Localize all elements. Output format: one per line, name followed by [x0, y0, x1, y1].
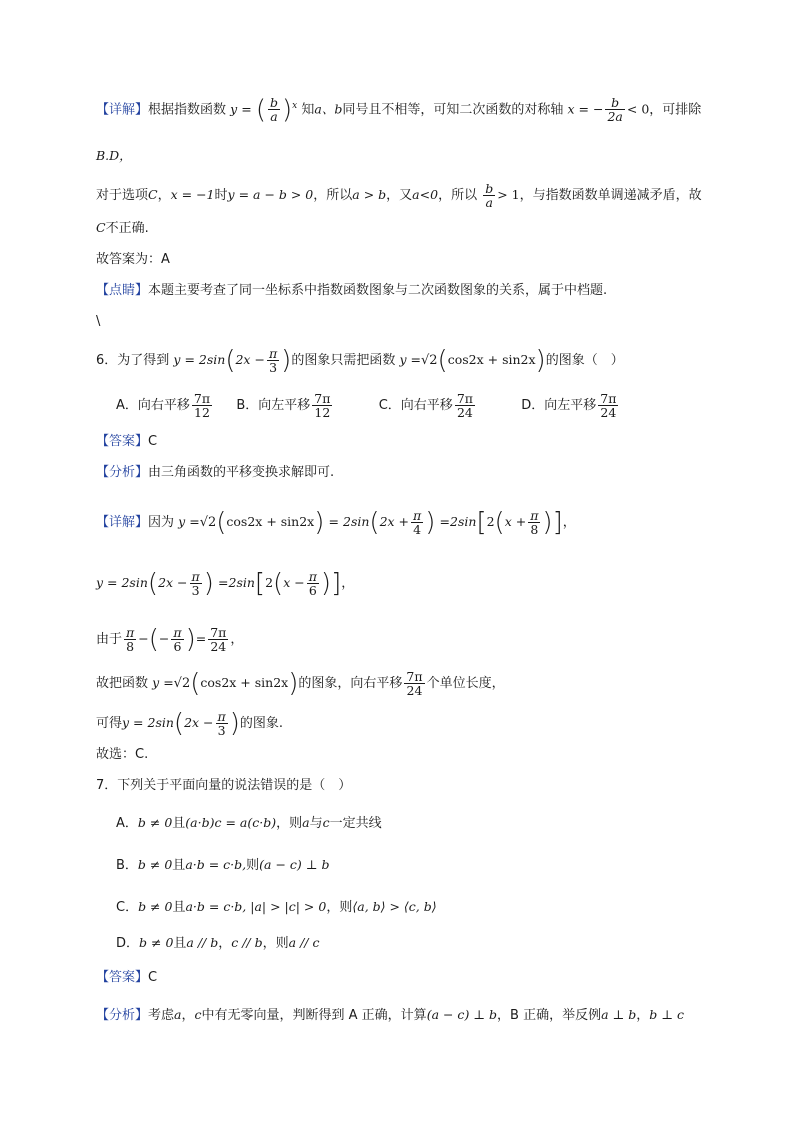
option-a[interactable]: A．向右平移 — [116, 398, 190, 413]
question-6-analysis: 【分析】由三角函数的平移变换求解即可. — [96, 465, 335, 480]
question-6-choose: 故选：C. — [96, 747, 149, 762]
detail-line-4: C不正确. — [96, 220, 149, 236]
question-6-options: A．向右平移 $\frac{7\pi}{12}$ B．向左平移 $\frac{7\pi}{12}$ C．向右平移 $\frac{7\pi}{24}$ D．向左平移 $\frac{7\pi}{24}$ — [116, 391, 617, 420]
question-6-detail-5: 可得y = 2sin(2x − $\frac{\pi}{3}$ )的图象. — [96, 708, 284, 739]
question-7-option-d[interactable]: D．b ≠ 0且a // b，c // b，则a // c — [116, 935, 320, 951]
detail-line-3: 对于选项C，x = −1时y = a − b > 0，所以a > b，又a<0，所以 $\frac{b}{a}$ > 1，与指数函数单调递减矛盾，故 — [96, 181, 702, 210]
option-c[interactable]: C．向右平移 — [378, 398, 453, 413]
question-6-detail-1: 【详解】因为 y =√2(cos2x + sin2x) = 2sin(2x + $\frac{\pi}{4}$ ) =2sin[2(x + $\frac{\pi}{8}$ )]， — [96, 507, 576, 538]
question-7-answer: 【答案】C — [96, 970, 158, 985]
detail-line-1: 【详解】根据指数函数 y = ( $\frac{b}{a}$ )$^x$ 知a、b同号且不相等，可知二次函数的对称轴 x = − $\frac{b}{2a}$ < 0，可排除 — [96, 94, 702, 125]
question-7-stem: 7．下列关于平面向量的说法错误的是（ ） — [96, 778, 352, 793]
question-7-option-b[interactable]: B．b ≠ 0且a·b = c·b,则(a − c) ⊥ b — [116, 857, 330, 873]
question-6-detail-2: y = 2sin(2x − $\frac{\pi}{3}$ ) =2sin[2(x − $\frac{\pi}{6}$ )]， — [96, 568, 355, 599]
backslash: \ — [96, 314, 101, 329]
comment-line: 【点睛】本题主要考查了同一坐标系中指数函数图象与二次函数图象的关系，属于中档题. — [96, 283, 608, 298]
question-6-detail-3: 由于 $\frac{\pi}{8}$ −(− $\frac{\pi}{6}$ )= $\frac{7\pi}{24}$ ， — [96, 624, 244, 655]
question-7-option-a[interactable]: A．b ≠ 0且(a·b)c = a(c·b)，则a与c一定共线 — [116, 815, 382, 831]
question-6-detail-4: 故把函数 y =√2(cos2x + sin2x)的图象，向右平移 $\frac{7\pi}{24}$ 个单位长度， — [96, 668, 505, 699]
question-7-analysis: 【分析】考虑a，c中有无零向量，判断得到 A 正确，计算(a − c) ⊥ b，B 正确，举反例a ⊥ b，b ⊥ c — [96, 1007, 684, 1023]
detail-tag: 【详解】 — [96, 102, 149, 118]
question-7-option-c[interactable]: C．b ≠ 0且a·b = c·b, |a| > |c| > 0，则⟨a, b⟩ > ⟨c, b⟩ — [116, 899, 437, 915]
option-b[interactable]: B．向左平移 — [236, 398, 311, 413]
question-6-stem: 6．为了得到 y = 2sin(2x − $\frac{\pi}{3}$ )的图象只需把函数 y =√2(cos2x + sin2x)的图象（ ） — [96, 345, 624, 376]
detail-line-2: B.D， — [96, 148, 132, 163]
question-6-answer: 【答案】C — [96, 434, 158, 449]
answer-line: 故答案为：A — [96, 252, 170, 267]
option-d[interactable]: D．向左平移 — [521, 398, 597, 413]
